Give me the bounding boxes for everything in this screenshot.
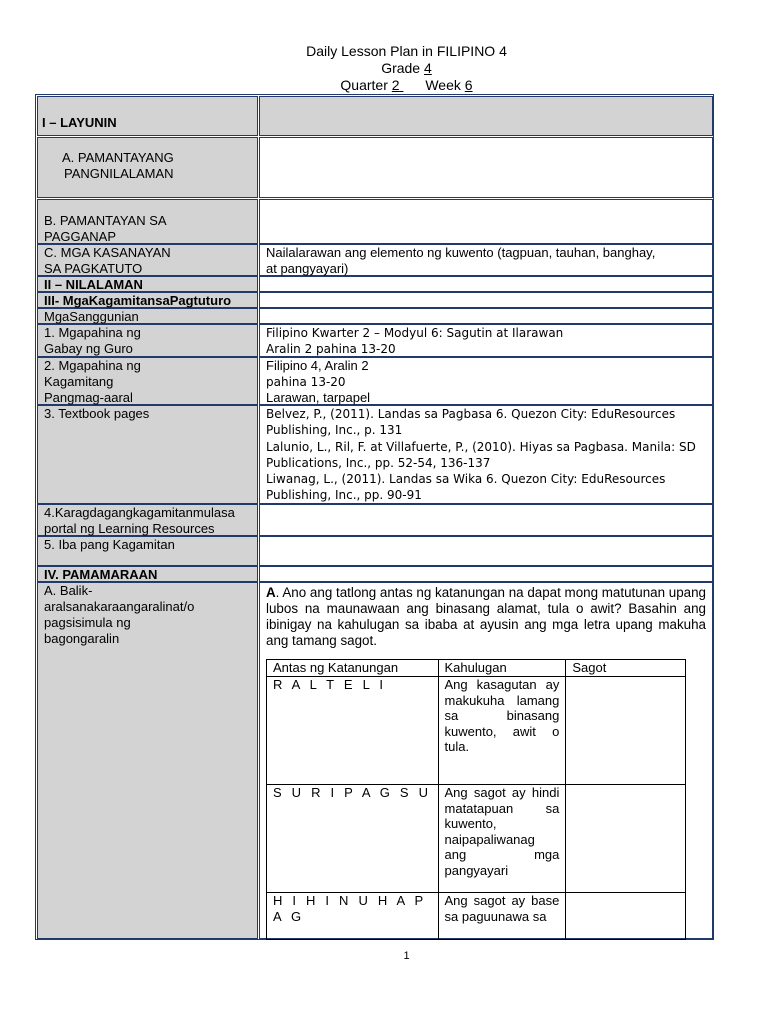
gabay-guro-value: Filipino Kwarter 2 – Modyul 6: Sagutin at Ilarawan Aralin 2 pahina 13-20 <box>259 324 713 357</box>
sanggunian-label: MgaSanggunian <box>37 308 258 324</box>
pamantayan-value <box>259 199 713 244</box>
quarter-label: Quarter <box>340 77 388 93</box>
antas-cell: H I H I N U H A P A G <box>267 893 439 940</box>
sagot-cell[interactable] <box>566 893 686 940</box>
kasanayan-label: C. MGA KASANAYAN SA PAGKATUTO <box>37 244 258 276</box>
gabay-guro-label: 1. Mgapahina ng Gabay ng Guro <box>37 324 258 357</box>
portal-label: 4.Karagdagangkagamitanmulasa portal ng Learning Resources <box>37 504 258 536</box>
kagamitan-value <box>259 292 713 308</box>
pamantayan-label: B. PAMANTAYAN SA PAGGANAP <box>37 199 258 244</box>
table-row <box>267 677 686 785</box>
kasanayan-value: Nailalarawan ang elemento ng kuwento (tagpuan, tauhan, banghay, at pangyayari) <box>259 244 713 276</box>
week-value: 6 <box>464 77 473 93</box>
col-header-sagot: Sagot <box>566 660 686 677</box>
sagot-cell[interactable] <box>566 677 686 785</box>
antas-cell: S U R I P A G S U <box>267 785 439 893</box>
pamamaraan-heading: IV. PAMAMARAAN <box>37 566 258 582</box>
page-number: 1 <box>403 950 410 962</box>
table-row <box>267 785 686 893</box>
sanggunian-value <box>259 308 713 324</box>
table-row <box>267 893 686 940</box>
pamantayang-label: A. PAMANTAYANG PANGNILALAMAN <box>37 137 258 198</box>
grade-line <box>0 60 768 77</box>
layunin-value <box>259 96 713 136</box>
col-header-kahulugan: Kahulugan <box>438 660 566 677</box>
antas-katanungan-table <box>266 659 686 940</box>
pamantayang-value <box>259 137 713 198</box>
quarter-value: 2 <box>391 77 400 93</box>
nilalaman-value <box>259 276 713 292</box>
nilalaman-heading: II – NILALAMAN <box>37 276 258 292</box>
sagot-cell[interactable] <box>566 785 686 893</box>
activity-instructions: A. Ano ang tatlong antas ng katanungan na dapat mong matutunan upang lubos na maunawaan ang binasang alamat, tula o awit? Basahin ang ibinigay na kahulugan sa ibaba at ayusin ang mga letra upang makuha ang tamang sagot. <box>266 585 707 648</box>
col-header-antas: Antas ng Katanungan <box>267 660 439 677</box>
balik-aral-label: A. Balik- aralsanakaraangaralinat/o pagsisimula ng bagongaralin <box>37 582 258 939</box>
textbook-value: Belvez, P., (2011). Landas sa Pagbasa 6. Quezon City: EduResources Publishing, Inc., p. 131 Lalunio, L., Ril, F. at Villafuerte, P., (2010). Hiyas sa Pagbasa. Manila: SD Publications, Inc., pp. 52-54, 136-137 Liwanag, L., (2011). Landas sa Wika 6. Quezon City: EduResources Publishing, Inc., pp. 90-91 <box>259 405 713 504</box>
textbook-label: 3. Textbook pages <box>37 405 258 504</box>
week-label: Week <box>425 77 461 93</box>
grade-label: Grade <box>381 60 421 76</box>
grade-value: 4 <box>424 60 432 76</box>
kahulugan-cell: Ang sagot ay hindi matatapuan sa kuwento, naipapaliwanag ang mga pangyayari <box>438 785 566 893</box>
iba-pang-kagamitan-value <box>259 536 713 566</box>
kagamitang-magaaral-value: Filipino 4, Aralin 2 pahina 13-20 Larawan, tarpapel <box>259 357 713 405</box>
kagamitang-magaaral-label: 2. Mgapahina ng Kagamitang Pangmag-aaral <box>37 357 258 405</box>
document-title: Daily Lesson Plan in FILIPINO 4 <box>306 43 507 59</box>
antas-cell: R A L T E L I <box>267 677 439 785</box>
kahulugan-cell: Ang kasagutan ay makukuha lamang sa binasang kuwento, awit o tula. <box>438 677 566 785</box>
layunin-heading: I – LAYUNIN <box>37 96 258 136</box>
kahulugan-cell: Ang sagot ay base sa paguunawa sa <box>438 893 566 940</box>
pamamaraan-value <box>259 566 713 582</box>
iba-pang-kagamitan-label: 5. Iba pang Kagamitan <box>37 536 258 566</box>
quarter-week-line <box>0 77 768 94</box>
portal-value <box>259 504 713 536</box>
kagamitan-heading: III- MgaKagamitansaPagtuturo <box>37 292 258 308</box>
